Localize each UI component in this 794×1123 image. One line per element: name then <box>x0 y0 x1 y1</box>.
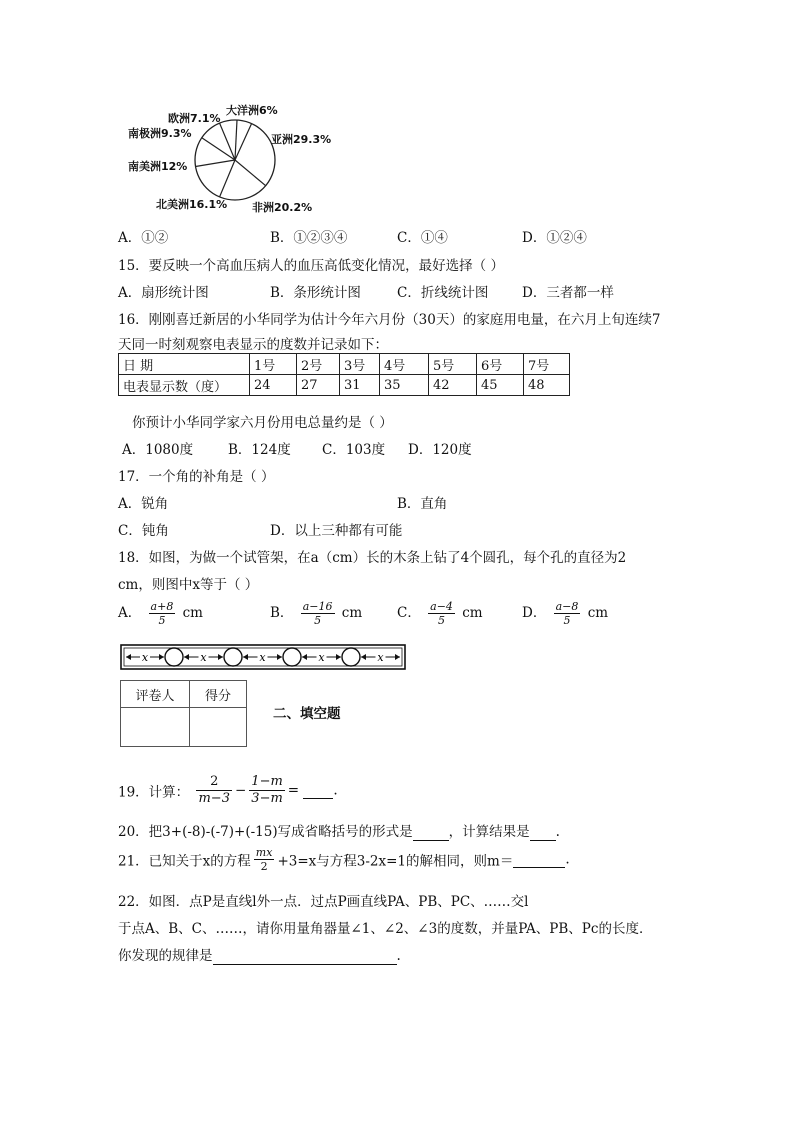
table-cell: 2号 <box>297 354 340 375</box>
score-label: 得分 <box>190 681 247 708</box>
q16-option-d[interactable]: D．120度 <box>408 442 472 458</box>
denominator: 5 <box>158 614 166 627</box>
test-tube-rack-diagram <box>120 644 406 670</box>
pie-label-antarctica: 南极洲9.3% <box>128 127 192 140</box>
q20 <box>118 820 560 841</box>
unit: cm <box>462 605 483 621</box>
table-cell: 42 <box>429 375 477 396</box>
denominator: 2 <box>260 860 268 873</box>
table-cell: 45 <box>477 375 524 396</box>
answer-blank[interactable] <box>413 824 449 841</box>
q17-option-c[interactable]: C．钝角 <box>118 523 169 539</box>
q15-option-c[interactable]: C．折线统计图 <box>397 285 489 301</box>
grader-label: 评卷人 <box>121 681 190 708</box>
numerator: mx <box>255 846 273 859</box>
pie-label-africa: 非洲20.2% <box>252 201 313 214</box>
x-label: x <box>259 651 266 664</box>
minus-sign: − <box>234 782 247 799</box>
numerator: 1−m <box>251 774 283 789</box>
unit: cm <box>182 605 203 621</box>
q16-option-b[interactable]: B．124度 <box>228 442 291 458</box>
unit: cm <box>587 605 609 621</box>
fraction <box>554 600 581 627</box>
q18-option-a[interactable] <box>118 600 203 627</box>
table-cell: 7号 <box>524 354 570 375</box>
q21-text-b: +3=x与方程3-2x=1的解相同，则m＝ <box>277 853 514 870</box>
fraction <box>149 600 176 627</box>
denominator: 5 <box>314 614 322 627</box>
table-cell: 48 <box>524 375 570 396</box>
x-label: x <box>200 651 207 664</box>
table-cell: 5号 <box>429 354 477 375</box>
q16-option-a[interactable]: A．1080度 <box>122 442 194 458</box>
period: . <box>396 948 401 964</box>
option-letter: A． <box>118 605 142 621</box>
option-letter: D． <box>522 605 547 621</box>
table-cell: 6号 <box>477 354 524 375</box>
table-cell: 27 <box>297 375 340 396</box>
denominator: m−3 <box>198 791 230 806</box>
q20-text-b: ，计算结果是 <box>448 824 530 840</box>
option-letter: C． <box>397 605 421 621</box>
x-label: x <box>377 651 384 664</box>
numerator: a−4 <box>430 600 453 613</box>
pie-label-south-america: 南美洲12% <box>128 160 188 173</box>
answer-blank[interactable] <box>513 851 565 868</box>
q22-line1: 22．如图．点P是直线l外一点．过点P画直线PA、PB、PC、……交l <box>118 894 529 910</box>
pie-label-asia: 亚洲29.3% <box>271 133 332 146</box>
section-title: 二、填空题 <box>273 706 341 722</box>
fraction <box>249 774 285 807</box>
q19 <box>118 774 338 807</box>
table-cell: 4号 <box>380 354 429 375</box>
table-cell: 3号 <box>340 354 380 375</box>
denominator: 3−m <box>251 791 283 806</box>
table-cell: 31 <box>340 375 380 396</box>
grader-box <box>120 680 247 747</box>
table-row <box>119 375 570 396</box>
q18-option-c[interactable] <box>397 600 483 627</box>
unit: cm <box>341 605 363 621</box>
table-cell: 日 期 <box>119 354 250 375</box>
pie-label-oceania: 大洋洲6% <box>226 104 278 117</box>
score-cell[interactable] <box>190 708 247 747</box>
numerator: a−16 <box>302 600 333 613</box>
table-cell: 1号 <box>250 354 297 375</box>
equals-sign: = <box>287 782 300 799</box>
q14-option-b[interactable]: B．①②③④ <box>270 230 348 246</box>
numerator: a−8 <box>555 600 579 613</box>
answer-blank[interactable] <box>213 948 397 965</box>
q14-option-d[interactable]: D．①②④ <box>522 230 587 246</box>
denominator: 5 <box>438 614 446 627</box>
pie-label-north-america: 北美洲16.1% <box>156 198 228 211</box>
x-label: x <box>318 651 325 664</box>
q17-option-a[interactable]: A．锐角 <box>118 496 169 512</box>
table-row <box>119 354 570 375</box>
q15-stem: 15．要反映一个高血压病人的血压高低变化情况，最好选择（ ） <box>118 258 504 274</box>
drill-hole <box>165 648 183 666</box>
period: . <box>565 851 570 868</box>
grader-cell[interactable] <box>121 708 190 747</box>
q21-text-a: 21．已知关于x的方程 <box>118 853 251 870</box>
q22-line3 <box>118 944 401 965</box>
q16-stem-line2: 天同一时刻观察电表显示的度数并记录如下： <box>118 337 388 353</box>
denominator: 5 <box>563 614 571 627</box>
q22-line2: 于点A、B、C、……，请你用量角器量∠1、∠2、∠3的度数，并量PA、PB、Pc的长度． <box>118 921 653 937</box>
q18-option-b[interactable] <box>270 600 362 627</box>
fraction <box>196 774 232 807</box>
q21 <box>118 846 570 873</box>
q17-option-d[interactable]: D．以上三种都有可能 <box>270 523 403 539</box>
q16-option-c[interactable]: C．103度 <box>322 442 386 458</box>
answer-blank[interactable] <box>303 782 333 799</box>
table-row <box>121 681 247 708</box>
period: . <box>333 782 338 799</box>
table-cell: 35 <box>380 375 429 396</box>
option-letter: B． <box>270 605 294 621</box>
q18-option-d[interactable] <box>522 600 608 627</box>
q18-stem-line2: cm，则图中x等于（ ） <box>118 577 259 593</box>
q19-prefix: 19．计算： <box>118 784 190 801</box>
q14-option-c[interactable]: C．①④ <box>397 230 448 246</box>
q18-stem-line1: 18．如图，为做一个试管架，在a（cm）长的木条上钻了4个圆孔，每个孔的直径为2 <box>118 550 627 566</box>
fraction <box>428 600 455 627</box>
q15-option-a[interactable]: A．扇形统计图 <box>118 285 209 301</box>
numerator: a+8 <box>150 600 174 613</box>
table-row <box>121 708 247 747</box>
numerator: 2 <box>196 774 232 791</box>
q17-stem: 17．一个角的补角是（ ） <box>118 469 275 485</box>
q14-option-a[interactable]: A．①② <box>118 230 169 246</box>
drill-hole <box>342 648 360 666</box>
q16-question: 你预计小华同学家六月份用电总量约是（ ） <box>132 415 393 431</box>
q16-stem-line1: 16．刚刚喜迁新居的小华同学为估计今年六月份（30天）的家庭用电量，在六月上旬连续7 <box>118 312 661 328</box>
table-cell: 电表显示数（度） <box>119 375 250 396</box>
drill-hole <box>283 648 301 666</box>
fraction <box>301 600 335 627</box>
q22-text: 你发现的规律是 <box>118 948 213 964</box>
q20-text-a: 20．把3+(-8)-(-7)+(-15)写成省略括号的形式是 <box>118 824 413 840</box>
period: . <box>555 824 560 840</box>
drill-hole <box>224 648 242 666</box>
fraction <box>254 846 275 873</box>
meter-reading-table <box>118 353 570 396</box>
pie-chart <box>190 118 280 208</box>
table-cell: 24 <box>250 375 297 396</box>
answer-blank[interactable] <box>530 824 556 841</box>
x-label: x <box>141 651 149 664</box>
pie-label-europe: 欧洲7.1% <box>168 112 221 125</box>
q15-option-d[interactable]: D．三者都一样 <box>522 285 614 301</box>
q15-option-b[interactable]: B．条形统计图 <box>270 285 361 301</box>
q17-option-b[interactable]: B．直角 <box>397 496 448 512</box>
